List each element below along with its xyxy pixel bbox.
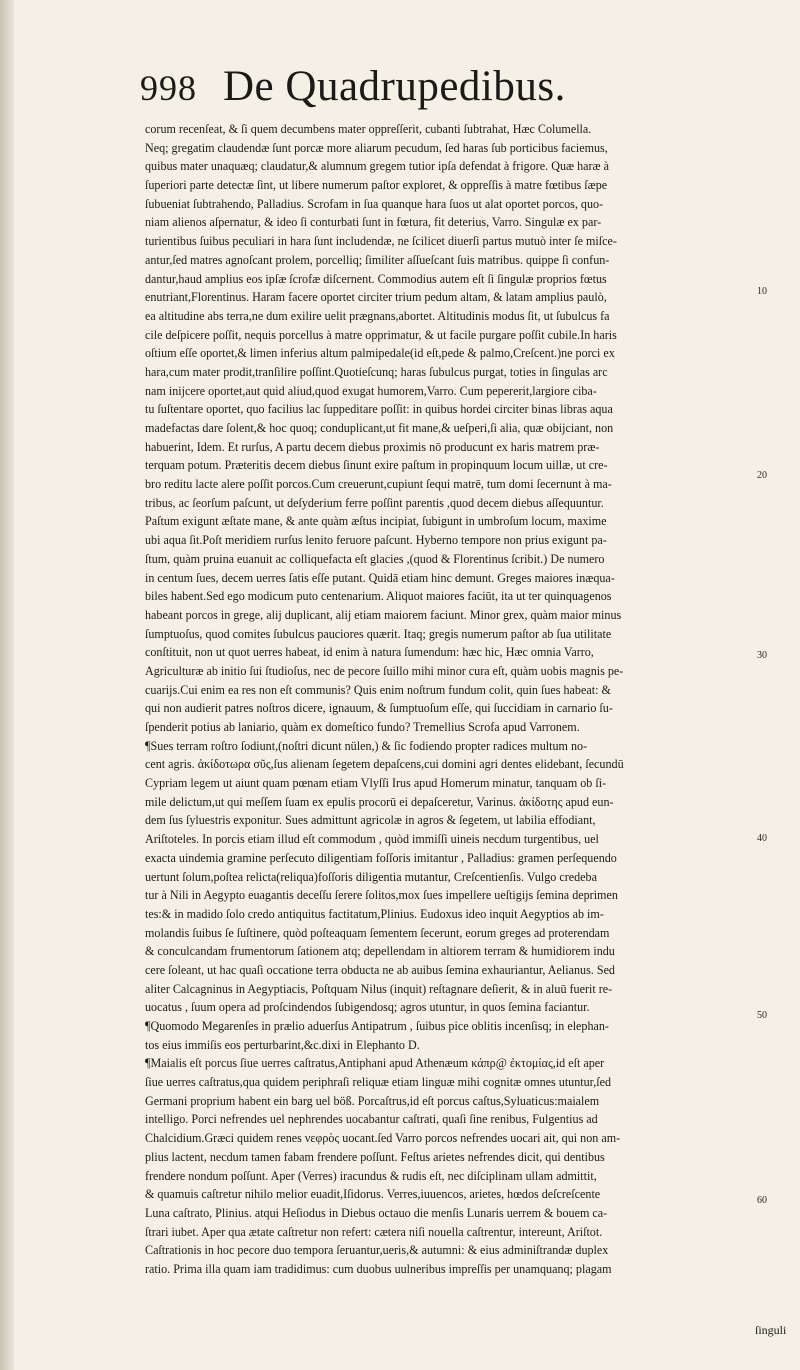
text-line: tu ſuſtentare oportet, quo facilius lac ſuppeditare poſſit: in quibus hordei circiter binas libras aqua (145, 402, 613, 417)
text-line: ¶Maialis eſt porcus ſiue uerres caſtratus,Antiphani apud Athenæum κάπρ@ ἐκτομίας,id eſt aper (145, 1056, 605, 1071)
text-line: dantur,haud amplius eos ipſæ ſcrofæ diſcernent. Commodius autem eſt ſi ſingulæ proprios fœtus (145, 271, 607, 286)
text-line: aliter Calcagninus in Aegyptiacis, Poſtquam Nilus (inquit) reſtagnare deſierit, & in aluū fuerit re- (145, 981, 613, 996)
text-line: mile delictum,ut qui meſſem ſuam ex epulis procorū ei depaſceretur, Varinus. ἀκίδοτης apud eun- (145, 794, 614, 809)
text-line: intelligo. Porci nefrendes uel nephrendes uocabantur caſtrati, quaſi ſine renibus, Fulgentius ad (145, 1112, 598, 1127)
text-line: tur à Nili in Aegypto euagantis deceſſu ſerere ſolitos,mox ſues impellere ueſtigijs ſemina deprimen (145, 888, 618, 903)
text-line: exacta uindemia gramine perſecuto diligentiam foſſoris imitantur , Palladius: gramen perſequendo (145, 850, 617, 865)
text-line: cile deſpicere poſſit, nequis porcellus à matre opprimatur, & ut facile purgare poſſit cubile.In haris (145, 327, 617, 342)
text-line: ¶Quomodo Megarenſes in prælio aduerſus Antipatrum , ſuibus pice oblitis incenſisq; in elephan- (145, 1019, 609, 1033)
text-line: ¶Sues terram roſtro ſodiunt,(noſtri dicunt nülen,) & ſic fodiendo propter radices multum no- (145, 738, 588, 753)
margin-number: 50 (757, 1010, 767, 1021)
text-line: habeant porcos in grege, alij duplicant, alij etiam maiorem faciunt. Minor grex, quàm maior minus (145, 607, 622, 622)
text-line: ſuperiori parte detectæ ſint, ut libere numerum paſtor exploret, & oppreſſis à matre fœtibus ſæpe (145, 178, 608, 193)
running-title: De Quadrupedibus. (223, 63, 566, 110)
text-line: tes:& in madido ſolo credo antiquitus factitatum,Plinius. Eudoxus ideo inquit Aegyptios ab im- (145, 906, 604, 921)
text-line: cent agris. ἀκίδοτωρα σῦς,ſus alienam ſegetem depaſcens,cui domini agri dentes elidebant, ſecundū (145, 757, 624, 772)
margin-number: 40 (757, 833, 767, 844)
text-line: ſubueniat ſubtrahendo, Palladius. Scrofam in ſua quanque hara ſuos ut alat oportet porcos, quo- (145, 196, 604, 211)
text-line: & conculcandam frumentorum ſationem atq; depellendam in altiorem terram & humidiorem indu (145, 944, 615, 959)
text-line: molandis ſuibus ſe ſuſtinere, quòd poſteaquam ſementem ſecerunt, eorum greges ad proterendam (145, 925, 610, 940)
text-line: ratio. Prima illa quam iam tradidimus: cum duobus uulneribus impreſſis per unamquanq; plagam (145, 1261, 612, 1276)
text-line: uocatus , ſuum opera ad proſcindendos ſubigendosq; agros utuntur, in quos ſemina faciantur. (145, 1000, 590, 1015)
text-line: corum recenſeat, & ſi quem decumbens mater oppreſſerit, cubanti ſubtrahat, Hæc Columella. (145, 122, 592, 136)
margin-number: 30 (757, 650, 767, 661)
text-line: nam inijcere oportet,aut quid aliud,quod exugat humorem,Varro. Cum pepererit,largiore ciba- (145, 383, 597, 398)
text-line: bro reditu lacte alere poſſit porcos.Cum creuerunt,cupiunt ſequi matrē, tum domi ſecernunt à ma- (145, 477, 612, 492)
text-line: conſtituit, non ut quot uerres habeat, id enim à natura ſumendum: hæc hic, Hæc omnia Varro, (145, 645, 594, 660)
text-line: ſiue uerres caſtratus,qua quidem periphraſi reliquæ etiam linguæ mihi cognitæ omnes utuntur,ſed (145, 1075, 612, 1090)
text-line: tos eius immiſis eos perturbarint,&c.dixi in Elephanto D. (145, 1037, 420, 1052)
text-line: Chalcidium.Græci quidem renes νεφρὸς uocant.ſed Varro porcos nefrendes uocari ait, qui non am- (145, 1131, 621, 1146)
text-line: Paſtum exigunt æſtate mane, & ante quàm æſtus incipiat, ſubigunt in umbroſum locum, maxime (145, 514, 607, 529)
margin-number: 60 (757, 1195, 767, 1206)
text-line: enutriant,Florentinus. Haram facere oportet circiter trium pedum altam, & latam amplius paulò, (145, 290, 607, 305)
text-line: dem ſus ſyluestris exponitur. Sues admittunt agricolæ in agros & ſegetem, ut labilia effodiant, (145, 813, 596, 828)
text-line: hara,cum mater prodit,tranſilire poſſint.Quotieſcunq; haras ſubulcus purgat, toties in ſingulas arc (145, 364, 608, 379)
text-line: niam alienos aſpernatur, & ideo ſi conturbati ſunt in fœtura, fit deterius, Varro. Singulæ ex par- (145, 215, 602, 230)
page-gutter-shadow (0, 0, 14, 1370)
text-line: Cypriam legem ut aiunt quam pœnam etiam Vlyſſi Irus apud Homerum minatur, tanquam ob ſi- (145, 776, 607, 791)
text-body (145, 120, 765, 1279)
text-line: terquam potum. Præteritis decem diebus ſinunt exire paſtum in propinquum locum uillæ, ut cre- (145, 458, 608, 473)
text-line: qui non audierit patres noſtros dicere, ignauum, & ſumptuoſum eſſe, qui ſuccidiam in carnario ſu- (145, 701, 613, 716)
text-line: Luna caſtrato, Plinius. atqui Heſiodus in Diebus octauo die menſis Lunaris uerrem & bouem ca- (145, 1205, 608, 1220)
text-line: ſtum, quàm pruina euanuit ac colliquefacta eſt glacies ,(quod & Florentinus ſcribit.) De numero (145, 551, 605, 566)
page-header (140, 62, 760, 122)
text-line: frendere nondum poſſunt. Aper (Verres) iracundus & rudis eſt, nec diſciplinam ullam admittit, (145, 1168, 597, 1183)
text-line: & quamuis caſtretur nihilo melior euadit,Iſidorus. Verres,iuuencos, arietes, hœdos deſcreſcente (145, 1187, 601, 1202)
text-line: ſumptuoſus, quod comites ſubulcus pauciores quærit. Itaq; gregis numerum paſtor ab ſua utilitate (145, 626, 612, 641)
text-line: Ariſtoteles. In porcis etiam illud eſt commodum , quòd immiſſi uineis necdum turgentibus, uel (145, 832, 599, 847)
text-line: biles habent.Sed ego modicum puto centenarium. Aliquot maiores faciūt, ita ut ter quinquagenos (145, 589, 612, 604)
text-line: turientibus ſuibus peculiari in hara ſunt includendæ, ne ſcilicet diuerſi partus mutuò inter ſe miſce- (145, 234, 617, 249)
text-line: plius lactent, necdum tamen fabam frendere poſſunt. Feſtus arietes nefrendes dicit, qui dentibus (145, 1149, 605, 1164)
text-line: ea altitudine abs terra,ne dum exilire uelit prægnans,abortet. Altitudinis modus ſit, ut ſubulcus fa (145, 308, 610, 323)
catchword: ſinguli (755, 1323, 787, 1337)
text-line: madefactas dare ſolent,& hoc quoq; conduplicant,ut fit mane,& ueſperi,ſi alia, quæ obijciant, non (145, 421, 614, 435)
text-line: in centum ſues, decem uerres ſatis eſſe putant. Quidā etiam hinc demunt. Greges maiores inæqua- (145, 570, 615, 585)
page-number: 998 (140, 68, 197, 108)
text-line: ubi aqua ſit.Poſt meridiem rurſus lenito feruore paſcunt. Hyberno tempore non prius exigunt pa- (145, 533, 607, 548)
text-line: tribus, ac ſeorſum paſcunt, ut deſyderium ferre poſſint parentis ,quod decem diebus aſſequuntur. (145, 495, 604, 510)
text-line: Agriculturæ ab initio ſui ſtudioſus, nec de pecore ſuillo mihi minor cura eſt, quàm uobis magnis pe- (145, 663, 624, 678)
margin-number: 20 (757, 470, 767, 481)
text-line: ſtrari iubet. Aper qua ætate caſtretur non refert: cætera niſi nouella caſtrentur, intereunt, Ariſtot. (145, 1224, 603, 1239)
text-line: antur,ſed matres agnoſcant prolem, porcelliq; ſimiliter aſſueſcant ſuis matribus. quippe ſi confun- (145, 252, 610, 267)
text-line: oſtium eſſe oportet,& limen inferius altum palmipedale(id eſt,pede & palmo,Creſcent.)ne porci ex (145, 346, 615, 361)
text-line: Caſtrationis in hoc pecore duo tempora ſeruantur,ueris,& autumni: & eius adminiſtrandæ duplex (145, 1243, 609, 1258)
text-line: Neq; gregatim claudendæ ſunt porcæ more aliarum pecudum, ſed haras ſub porticibus faciemus, (145, 140, 608, 155)
text-line: cere ſoleant, ut hac quaſi occatione terra obducta ne ab auibus ſemina exhauriantur, Aelianus. Sed (145, 962, 615, 977)
text-line: ſpenderit potius ab laniario, quàm ex domeſtico fundo? Tremellius Scrofa apud Varronem. (145, 720, 580, 734)
text-line: cuarijs.Cui enim ea res non eſt communis? Quis enim noſtrum fundum colit, quin ſues habeat: & (145, 682, 611, 697)
text-line: habuerint, Idem. Et rurſus, A partu decem diebus proximis nō producunt ex haris matrem præ- (145, 439, 600, 454)
text-line: Germani proprium habent ein barg uel böß. Porcaſtrus,id eſt porcus caſtus,Syluaticus:maialem (145, 1093, 600, 1108)
text-line: quibus mater unaquæq; claudatur,& alumnum gregem tutior ipſa defendat à frigore. Quæ haræ à (145, 159, 609, 174)
margin-number: 10 (757, 286, 767, 297)
text-line: uertunt ſolum,poſtea relicta(reliqua)foſſoris diligentia mutantur, Creſcentienſis. Vulgo credeba (145, 869, 597, 884)
